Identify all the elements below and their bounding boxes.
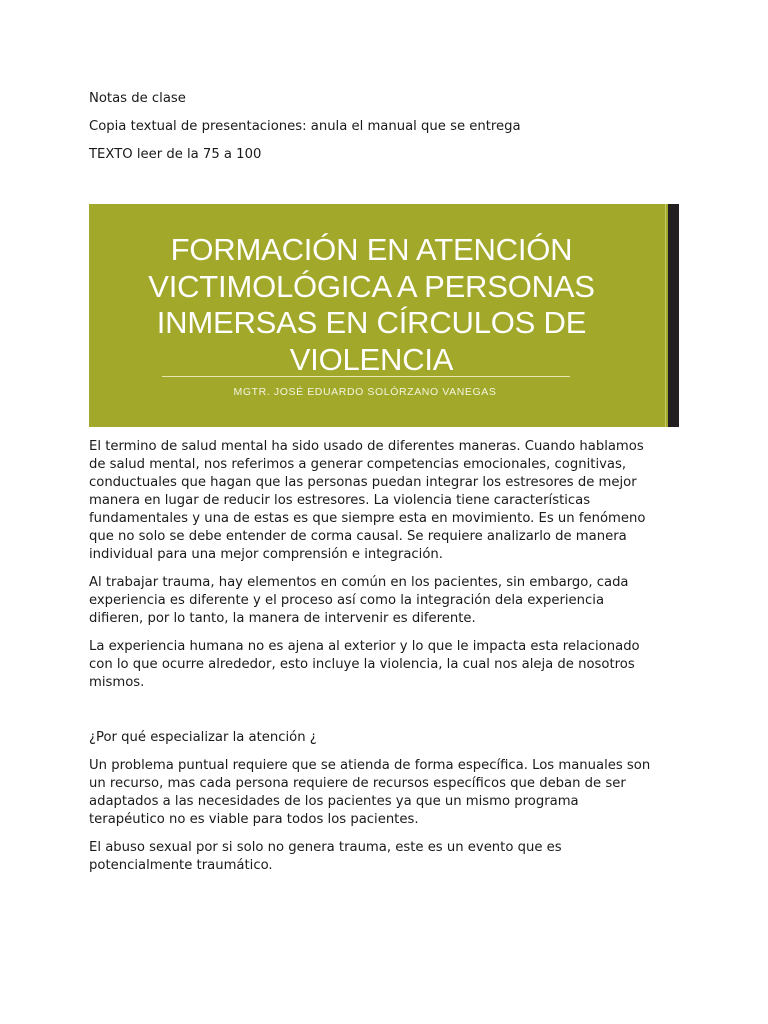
notes-reading-line: TEXTO leer de la 75 a 100 [89, 147, 262, 162]
text-line: manera en lugar de reducir los estresores. La violencia tiene características [89, 493, 591, 508]
slide-side-bar [668, 204, 679, 427]
slide-title-line: VICTIMOLÓGICA A PERSONAS [148, 268, 595, 304]
text-line: Al trabajar trauma, hay elementos en común en los pacientes, sin embargo, cada [89, 575, 629, 590]
text-line: individual para una mejor comprensión e integración. [89, 547, 443, 562]
slide-edge-rule [665, 204, 666, 427]
text-line: experiencia es diferente y el proceso así como la integración dela experiencia [89, 593, 605, 608]
spacer [89, 702, 689, 729]
notes-title: Notas de clase [89, 91, 186, 106]
text-line: adaptados a las necesidades de los pacientes ya que un mismo programa [89, 794, 579, 809]
slide-title-line: VIOLENCIA [289, 341, 454, 377]
text-line: que no solo se debe entender de corma causal. Se requiere analizarlo de manera [89, 529, 627, 544]
text-line: difieren, por lo tanto, la manera de intervenir es diferente. [89, 611, 476, 626]
slide-title [119, 232, 624, 378]
text-line: de salud mental, nos referimos a generar competencias emocionales, cognitivas, [89, 457, 627, 472]
slide-divider [162, 376, 570, 377]
text-line: un recurso, mas cada persona requiere de recursos específicos que deban de ser [89, 776, 626, 791]
text-line: ¿Por qué especializar la atención ¿ [89, 730, 317, 745]
slide-author: MGTR. JOSÉ EDUARDO SOLÓRZANO VANEGAS [233, 386, 497, 398]
question-heading [89, 729, 689, 747]
text-line: La experiencia humana no es ajena al exterior y lo que le impacta esta relacionado [89, 639, 640, 654]
slide-title-line: INMERSAS EN CÍRCULOS DE [156, 305, 587, 340]
paragraph-salud-mental [89, 438, 689, 564]
text-line: terapéutico no es viable para todos los pacientes. [89, 812, 419, 827]
text-line: fundamentales y una de estas es que siempre esta en movimiento. Es un fenómeno [89, 511, 646, 526]
document-body [89, 438, 689, 885]
text-line: con lo que ocurre alrededor, esto incluye la violencia, la cual nos aleja de nosotros [89, 657, 635, 672]
slide-title-line: FORMACIÓN EN ATENCIÓN [170, 232, 573, 267]
text-line: mismos. [89, 675, 145, 690]
notes-copy-line: Copia textual de presentaciones: anula el manual que se entrega [89, 119, 521, 134]
document-header [89, 90, 689, 174]
text-line: El abuso sexual por si solo no genera trauma, este es un evento que es [89, 840, 562, 855]
text-line: conductuales que hagan que las personas puedan integrar los estresores de mejor [89, 475, 637, 490]
paragraph-problema [89, 757, 689, 829]
text-line: Un problema puntual requiere que se atienda de forma específica. Los manuales son [89, 758, 651, 773]
paragraph-experiencia [89, 638, 689, 692]
paragraph-trauma [89, 574, 689, 628]
text-line: potencialmente traumático. [89, 858, 273, 873]
presentation-title-slide [89, 204, 679, 427]
text-line: El termino de salud mental ha sido usado de diferentes maneras. Cuando hablamos [89, 439, 644, 454]
paragraph-abuso [89, 839, 689, 875]
